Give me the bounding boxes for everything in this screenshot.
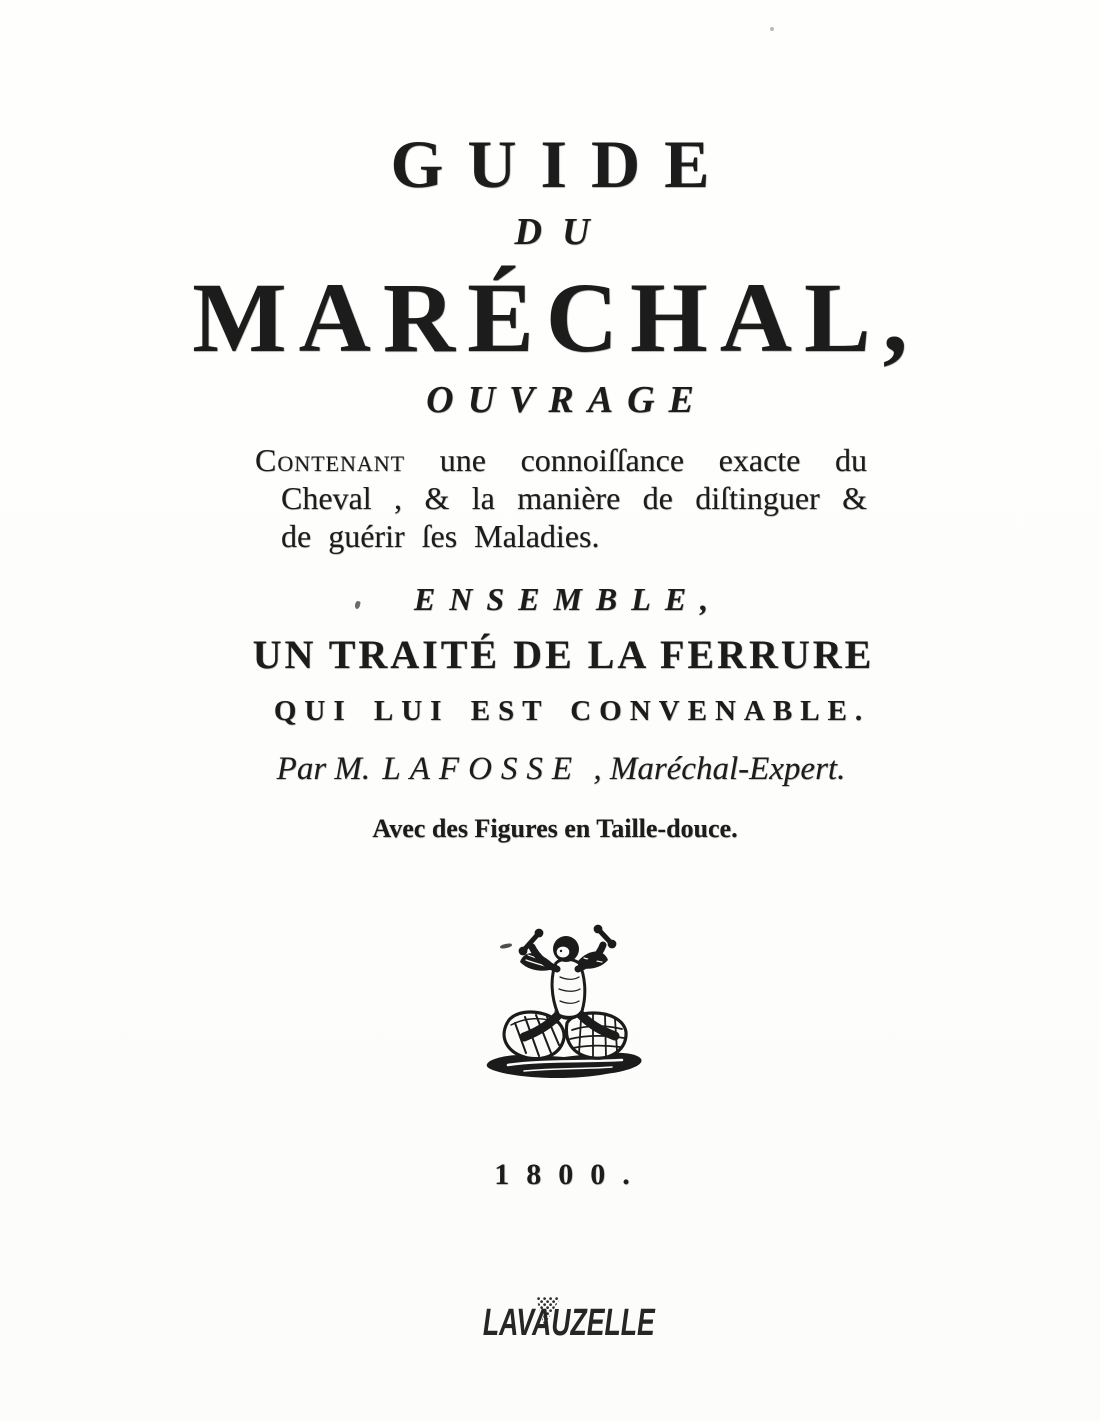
- description-line3: de guérir ſes Maladies.: [281, 518, 600, 554]
- book-title-word-guide: GUIDE: [390, 126, 734, 202]
- treatise-title: UN TRAITÉ DE LA FERRURE: [252, 632, 875, 677]
- description-line1: [255, 441, 867, 479]
- book-title-word-marechal: MARÉCHAL,: [192, 262, 920, 373]
- publisher-logo-text: LAVAUZELLE: [483, 1302, 655, 1344]
- author-role: Maréchal-Expert.: [609, 751, 846, 787]
- description-lead-word: Contenant: [255, 442, 406, 478]
- work-type-label: OUVRAGE: [426, 379, 708, 421]
- ensemble-label: ENSEMBLE,: [413, 581, 723, 617]
- author-name: LAFOSSE: [382, 751, 582, 787]
- author-line: [11, 753, 1100, 786]
- scan-artifact: [770, 27, 774, 31]
- description-line1-rest: une connoiſſance exacte du: [439, 442, 867, 478]
- author-comma: ,: [593, 751, 602, 787]
- publisher-logo: [0, 1304, 1100, 1342]
- description-paragraph: [255, 441, 867, 555]
- book-title-word-du: DU: [514, 211, 610, 253]
- figures-note: Avec des Figures en Taille-douce.: [372, 814, 738, 843]
- publication-year: 1800.: [494, 1158, 647, 1191]
- treatise-subtitle: QUI LUI EST CONVENABLE.: [273, 695, 871, 727]
- description-line2: Cheval , & la manière de diſtinguer &: [281, 480, 867, 516]
- author-by: Par M.: [276, 751, 371, 787]
